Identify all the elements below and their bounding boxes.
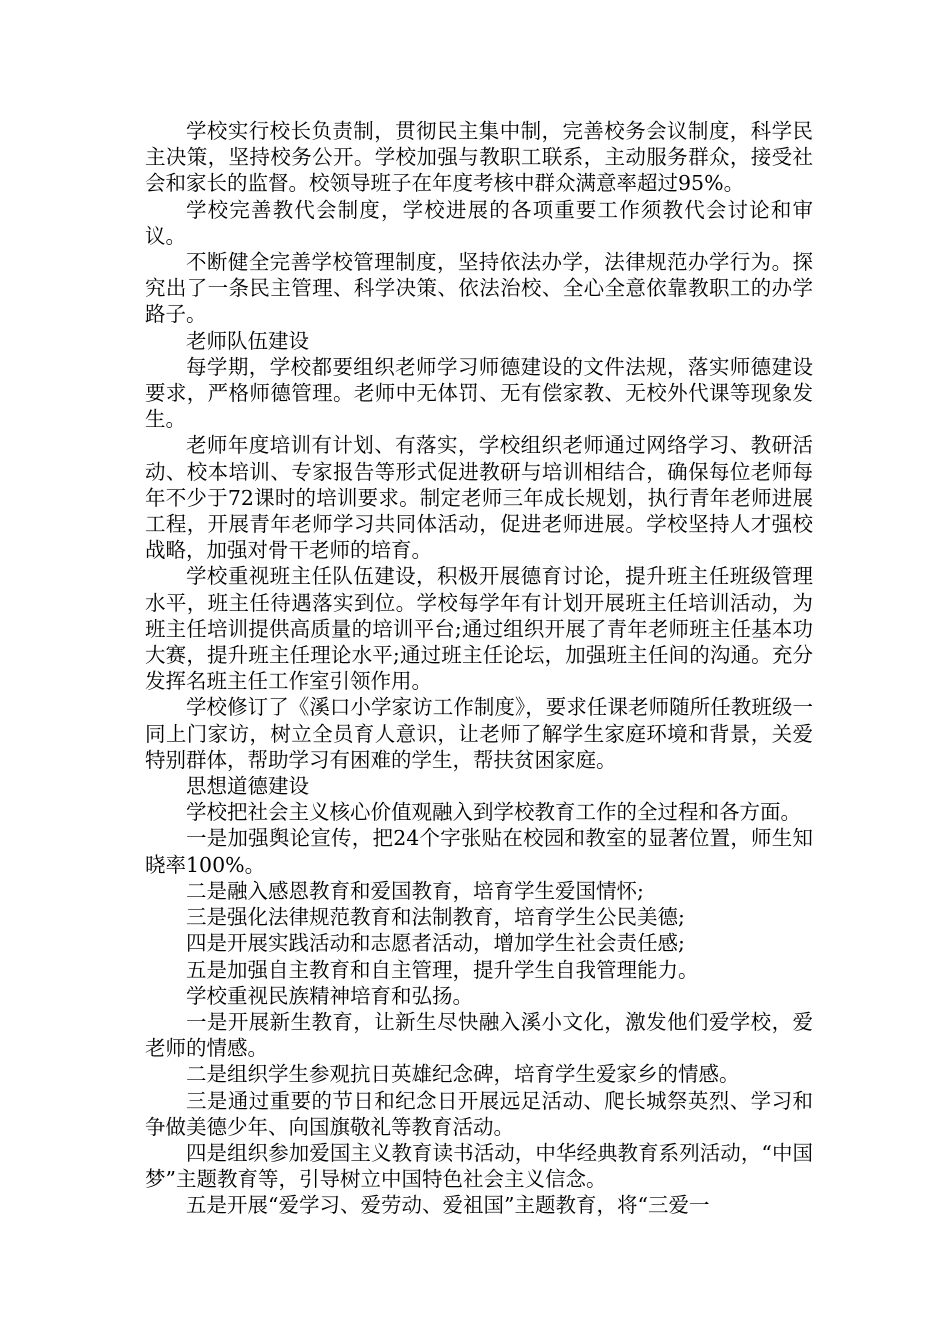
paragraph-core-values: 学校把社会主义核心价值观融入到学校教育工作的全过程和各方面。 <box>186 800 801 825</box>
section-heading-moral-education: 思想道德建设 <box>186 774 309 799</box>
paragraph-school-responsibility: 学校实行校长负责制，贯彻民主集中制，完善校务会议制度，科学民主决策，坚持校务公开。学校加强与教职工联系，主动服务群众，接受社会和家长的监督。校领导班子在年度考核中群众满意率超过95%。 <box>145 119 813 196</box>
list-item-core-values-3: 三是强化法律规范教育和法制教育，培育学生公民美德; <box>186 905 685 930</box>
list-item-national-spirit-1: 一是开展新生教育，让新生尽快融入溪小文化，激发他们爱学校，爱老师的情感。 <box>145 1009 813 1061</box>
list-item-core-values-5: 五是加强自主教育和自主管理，提升学生自我管理能力。 <box>186 957 699 982</box>
paragraph-national-spirit: 学校重视民族精神培育和弘扬。 <box>186 983 473 1008</box>
list-item-national-spirit-3: 三是通过重要的节日和纪念日开展远足活动、爬长城祭英烈、学习和争做美德少年、向国旗敬礼等教育活动。 <box>145 1088 813 1139</box>
paragraph-teacher-ethics: 每学期，学校都要组织老师学习师德建设的文件法规，落实师德建设要求，严格师德管理。老师中无体罚、无有偿家教、无校外代课等现象发生。 <box>145 354 813 432</box>
paragraph-home-visit: 学校修订了《溪口小学家访工作制度》，要求任课老师随所任教班级一同上门家访，树立全员育人意识，让老师了解学生家庭环境和背景，关爱特别群体，帮助学习有困难的学生，帮扶贫困家庭。 <box>145 695 813 772</box>
list-item-core-values-1: 一是加强舆论宣传，把24个字张贴在校园和教室的显著位置，师生知晓率100%。 <box>145 826 813 877</box>
document-page <box>145 118 813 1219</box>
list-item-national-spirit-4: 四是组织参加爱国主义教育读书活动，中华经典教育系列活动，“中国梦”主题教育等，引导树立中国特色社会主义信念。 <box>145 1140 813 1192</box>
section-heading-teacher-team: 老师队伍建设 <box>186 328 309 353</box>
paragraph-staff-congress: 学校完善教代会制度，学校进展的各项重要工作须教代会讨论和审议。 <box>145 197 813 248</box>
list-item-core-values-4: 四是开展实践活动和志愿者活动，增加学生社会责任感; <box>186 931 685 956</box>
list-item-national-spirit-2: 二是组织学生参观抗日英雄纪念碑，培育学生爱家乡的情感。 <box>186 1062 740 1087</box>
paragraph-management-system: 不断健全完善学校管理制度，坚持依法办学，法律规范办学行为。探究出了一条民主管理、科学决策、依法治校、全心全意依靠教职工的办学路子。 <box>145 250 813 327</box>
list-item-core-values-2: 二是融入感恩教育和爱国教育，培育学生爱国情怀; <box>186 878 644 903</box>
list-item-national-spirit-5: 五是开展“爱学习、爱劳动、爱祖国”主题教育，将“三爱一 <box>186 1193 710 1218</box>
paragraph-teacher-training: 老师年度培训有计划、有落实，学校组织老师通过网络学习、教研活动、校本培训、专家报告等形式促进教研与培训相结合，确保每位老师每年不少于72课时的培训要求。制定老师三年成长规划，执行青年老师进展工程，开展青年老师学习共同体活动，促进老师进展。学校坚持人才强校战略，加强对骨干老师的培育。 <box>145 433 813 563</box>
paragraph-head-teacher: 学校重视班主任队伍建设，积极开展德育讨论，提升班主任班级管理水平，班主任待遇落实到位。学校每学年有计划开展班主任培训活动，为班主任培训提供高质量的培训平台;通过组织开展了青年老师班主任基本功大赛，提升班主任理论水平;通过班主任论坛，加强班主任间的沟通。充分发挥名班主任工作室引领作用。 <box>145 564 813 694</box>
